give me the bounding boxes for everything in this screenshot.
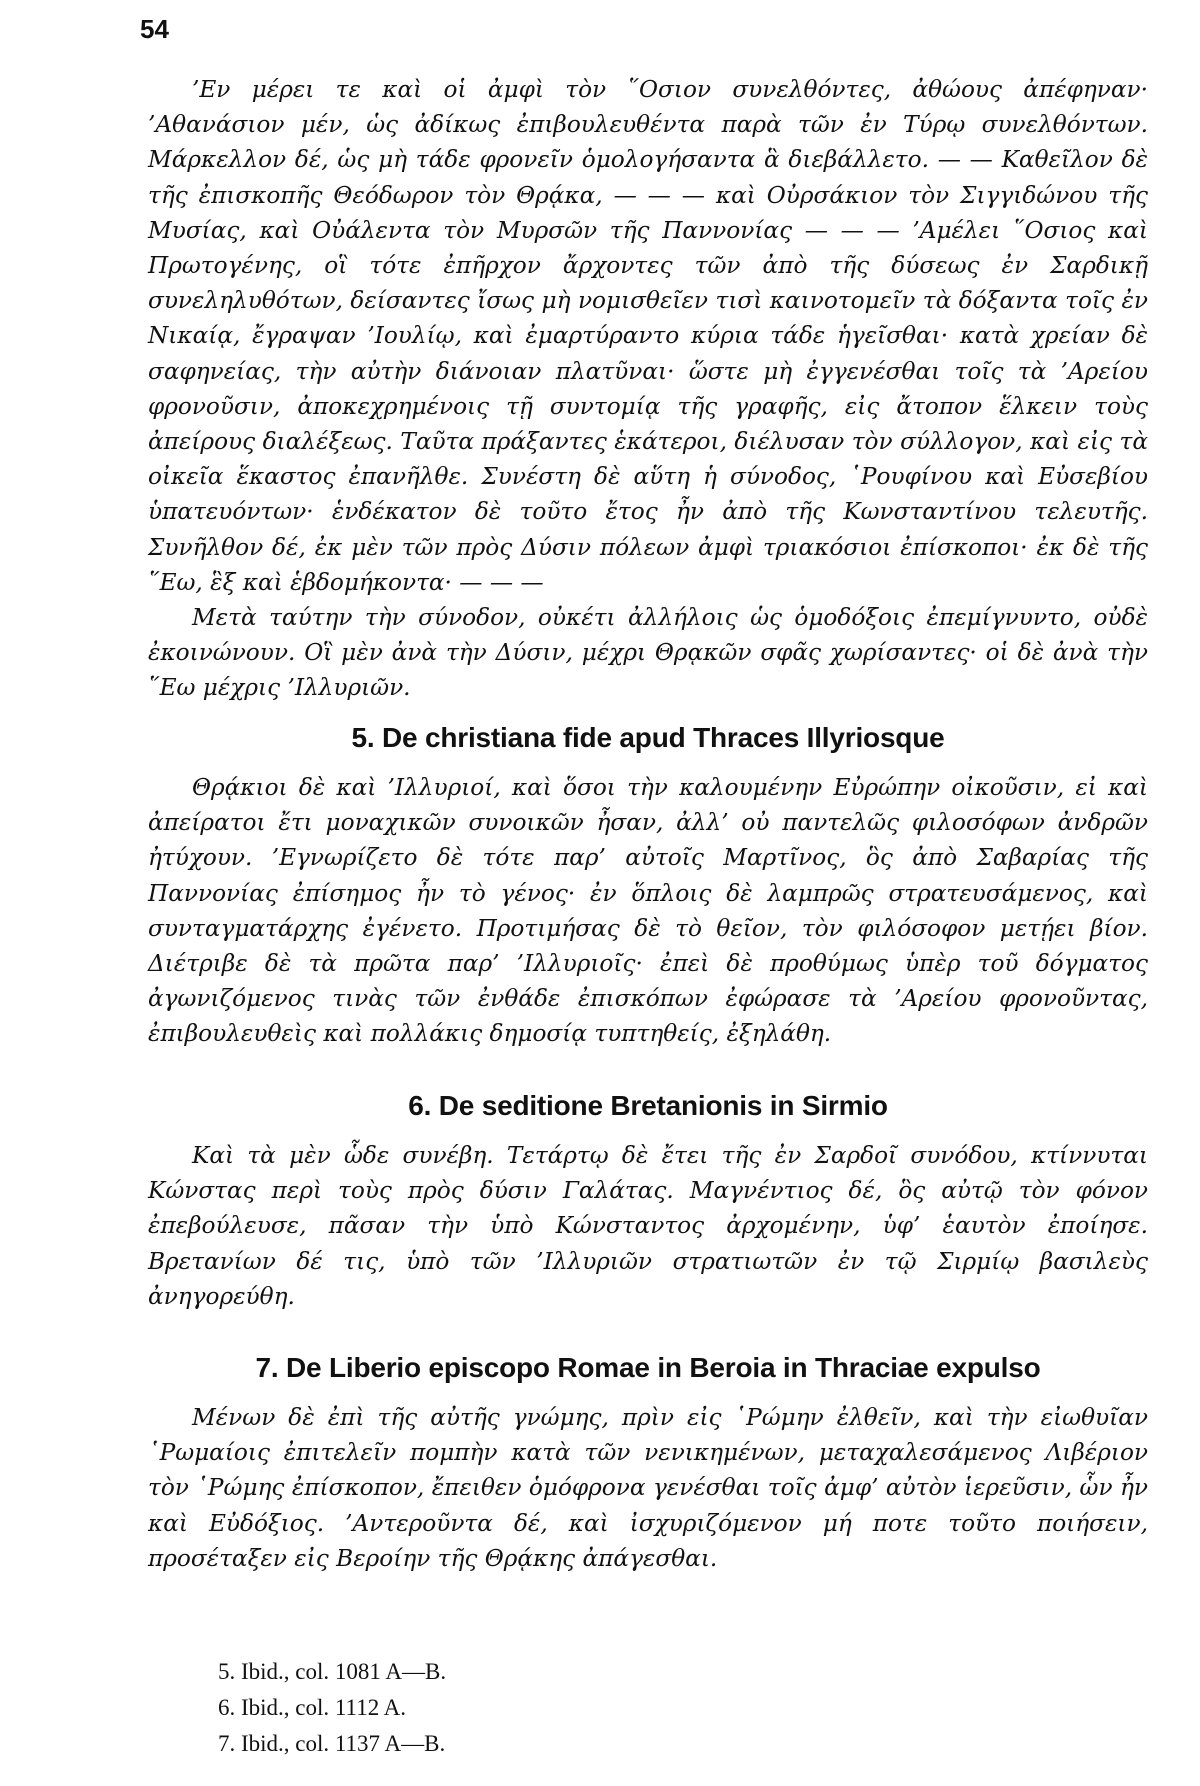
section-5-text <box>148 770 1148 1052</box>
footnotes <box>218 1654 446 1762</box>
section-paragraph: Θρᾴκιοι δὲ καὶ ’Ιλλυριοί, καὶ ὅσοι τὴν καλουμένην Εὐρώπην οἰκοῦσιν, εἰ καὶ ἀπείρατοι ἔτι μοναχικῶν συνοικῶν ἦσαν, ἀλλ’ οὐ παντελῶς φιλοσόφων ἀνδρῶν ἠτύχουν. ’Εγνωρίζετο δὲ τότε παρ’ αὐτοῖς Μαρτῖνος, ὃς ἀπὸ Σαβαρίας τῆς Παννονίας ἐπίσημος ἦν τὸ γένος· ἐν ὅπλοις δὲ λαμπρῶς στρατευσάμενος, καὶ συνταγματάρχης ἐγένετο. Προτιμήσας δὲ τὸ θεῖον, τὸν φιλόσοφον μετῄει βίον. Διέτριβε δὲ τὰ πρῶτα παρ’ ’Ιλλυριοῖς· ἐπεὶ δὲ προθύμως ὑπὲρ τοῦ δόγματος ἀγωνιζόμενος τινὰς τῶν ἐνθάδε ἐπισκόπων ἐφώρασε τὰ ’Αρείου φρονοῦντας, ἐπιβουλευθεὶς καὶ πολλάκις δημοσίᾳ τυπτηθείς, ἐξηλάθη. <box>148 774 1148 1048</box>
intro-paragraph: Μετὰ ταύτην τὴν σύνοδον, οὐκέτι ἀλλήλοις ὡς ὁμοδόξοις ἐπεμίγνυντο, οὐδὲ ἐκοινώνουν. Οἳ μὲν ἀνὰ τὴν Δύσιν, μέχρι Θρᾳκῶν σφᾶς χωρίσαντες· οἱ δὲ ἀνὰ τὴν ῞Εω μέχρις ’Ιλλυριῶν. <box>148 604 1148 702</box>
footnote: 6. Ibid., col. 1112 A. <box>218 1695 407 1720</box>
page-number: 54 <box>140 14 169 44</box>
section-paragraph: Καὶ τὰ μὲν ὧδε συνέβη. Τετάρτῳ δὲ ἔτει τῆς ἐν Σαρδοῖ συνόδου, κτίννυται Κώνστας περὶ τοὺς πρὸς δύσιν Γαλάτας. Μαγνέντιος δέ, ὃς αὐτῷ τὸν φόνον ἐπεβούλευσε, πᾶσαν τὴν ὑπὸ Κώνσταντος ἀρχομένην, ὑφ’ ἑαυτὸν ἐποίησε. Βρετανίων δέ τις, ὑπὸ τῶν ’Ιλλυριῶν στρατιωτῶν ἐν τῷ Σιρμίῳ βασιλεὺς ἀνηγορεύθη. <box>148 1142 1148 1310</box>
section-heading-6: 6. De seditione Bretanionis in Sirmio <box>408 1090 888 1121</box>
intro-text <box>148 72 1148 706</box>
section-paragraph: Μένων δὲ ἐπὶ τῆς αὐτῆς γνώμης, πρὶν εἰς ῾Ρώμην ἐλθεῖν, καὶ τὴν εἰωθυῖαν ῾Ρωμαίοις ἐπιτελεῖν πομπὴν κατὰ τῶν νενικημένων, μεταχαλεσάμενος Λιβέριον τὸν ῾Ρώμης ἐπίσκοπον, ἔπειθεν ὁμόφρονα γενέσθαι τοῖς ἀμφ’ αὐτὸν ἱερεῦσιν, ὧν ἦν καὶ Εὐδόξιος. ’Αντεροῦντα δέ, καὶ ἰσχυριζόμενον μή ποτε τοῦτο ποιήσειν, προσέταξεν εἰς Βεροίην τῆς Θρᾴκης ἀπάγεσθαι. <box>148 1404 1148 1572</box>
section-6-text <box>148 1138 1148 1314</box>
footnote: 5. Ibid., col. 1081 A—B. <box>218 1659 447 1684</box>
section-heading-5: 5. De christiana fide apud Thraces Illyriosque <box>351 722 945 753</box>
section-7-text <box>148 1400 1148 1576</box>
intro-paragraph: ’Εν μέρει τε καὶ οἱ ἀμφὶ τὸν ῞Οσιον συνελθόντες, ἀθώους ἀπέφηναν· ’Αθανάσιον μέν, ὡς ἀδίκως ἐπιβουλευθέντα παρὰ τῶν ἐν Τύρῳ συνελθόντων. Μάρκελλον δέ, ὡς μὴ τάδε φρονεῖν ὁμολογήσαντα ἃ διεβάλλετο. — — Καθεῖλον δὲ τῆς ἐπισκοπῆς Θεόδωρον τὸν Θρᾴκα, — — — καὶ Οὐρσάκιον τὸν Σιγγιδώνου τῆς Μυσίας, καὶ Οὐάλεντα τὸν Μυρσῶν τῆς Παννονίας — — — ’Αμέλει ῞Οσιος καὶ Πρωτογένης, οἳ τότε ἐπῆρχον ἄρχοντες τῶν ἀπὸ τῆς δύσεως ἐν Σαρδικῇ συνεληλυθότων, δείσαντες ἴσως μὴ νομισθεῖεν τισὶ καινοτομεῖν τὰ δόξαντα τοῖς ἐν Νικαίᾳ, ἔγραψαν ’Ιουλίῳ, καὶ ἐμαρτύραντο κύρια τάδε ἡγεῖσθαι· κατὰ χρείαν δὲ σαφηνείας, τὴν αὐτὴν διάνοιαν πλατῦναι· ὥστε μὴ ἐγγενέσθαι τοῖς τὰ ’Αρείου φρονοῦσιν, ἀποκεχρημένοις τῇ συντομίᾳ τῆς γραφῆς, εἰς ἄτοπον ἕλκειν τοὺς ἀπείρους διαλέξεως. Ταῦτα πράξαντες ἑκάτεροι, διέλυσαν τὸν σύλλογον, καὶ εἰς τὰ οἰκεῖα ἕκαστος ἐπανῆλθε. Συνέστη δὲ αὕτη ἡ σύνοδος, ῾Ρουφίνου καὶ Εὐσεβίου ὑπατευόντων· ἑνδέκατον δὲ τοῦτο ἔτος ἦν ἀπὸ τῆς Κωνσταντίνου τελευτῆς. Συνῆλθον δέ, ἐκ μὲν τῶν πρὸς Δύσιν πόλεων ἀμφὶ τριακόσιοι ἐπίσκοποι· ἐκ δὲ τῆς ῞Εω, ἓξ καὶ ἑβδομήκοντα· — — — <box>148 76 1148 596</box>
section-heading-7: 7. De Liberio episcopo Romae in Beroia in Thraciae expulso <box>255 1352 1041 1383</box>
footnote: 7. Ibid., col. 1137 A—B. <box>218 1731 446 1756</box>
